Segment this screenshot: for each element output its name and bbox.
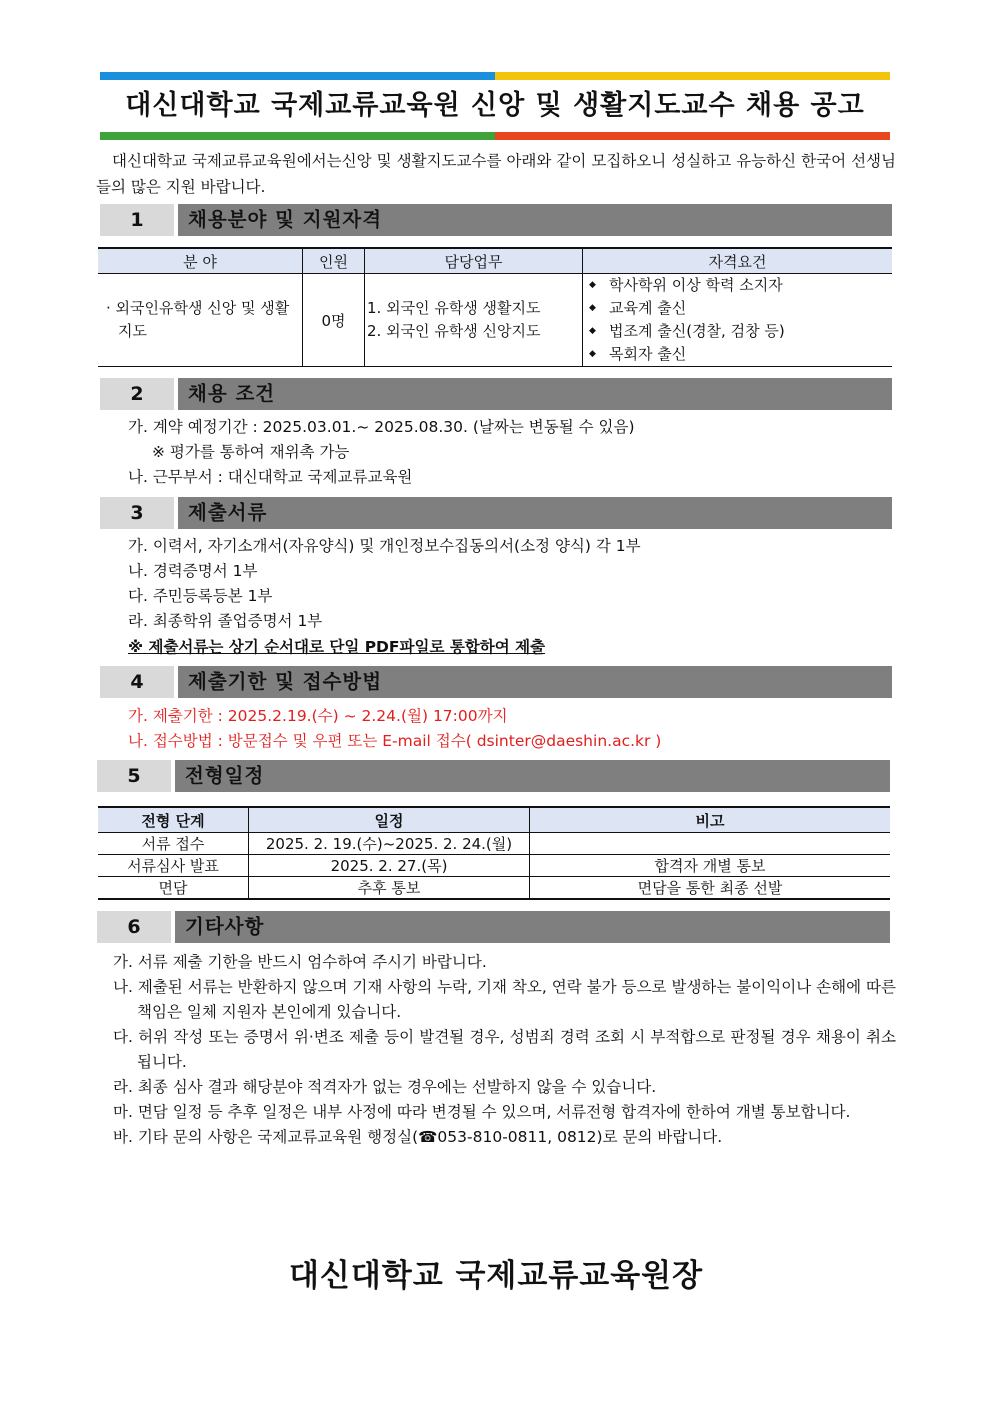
etc-item: 다. 허위 작성 또는 증명서 위·변조 제출 등이 발견될 경우, 성범죄 경력 조회 시 부적합으로 판정될 경우 채용이 취소됩니다. [113, 1028, 896, 1071]
section-label: 채용 조건 [178, 378, 892, 410]
etc-item: 나. 제출된 서류는 반환하지 않으며 기재 사항의 누락, 기재 착오, 연락 불가 등으로 발생하는 불이익이나 손해에 따른 책임은 일체 지원자 본인에게 있습니다. [113, 978, 896, 1021]
section-number: 4 [100, 666, 174, 698]
etc-list [113, 950, 896, 1150]
intro-paragraph: 대신대학교 국제교류교육원에서는신앙 및 생활지도교수를 아래와 같이 모집하오니 성실하고 유능하신 한국어 선생님들의 많은 지원 바랍니다. [96, 152, 896, 196]
table-header: 전형 단계 [98, 807, 249, 833]
duty-item: 2. 외국인 유학생 신앙지도 [367, 322, 541, 340]
qualification-item: ◆ 법조계 출신(경찰, 검창 등) [589, 320, 892, 343]
document-item: 다. 주민등록등본 1부 [128, 587, 273, 605]
page-title: 대신대학교 국제교류교육원 신앙 및 생활지도교수 채용 공고 [125, 90, 865, 121]
table-cell: 합격자 개별 통보 [530, 855, 891, 877]
table-row [98, 877, 890, 900]
title-bottom-bar [100, 132, 890, 140]
document-item: 나. 경력증명서 1부 [128, 562, 258, 580]
table-row [98, 833, 890, 855]
qualification-item: ◆ 학사학위 이상 학력 소지자 [589, 274, 892, 297]
schedule-table [98, 806, 890, 900]
section-header-1 [100, 204, 892, 236]
signature: 대신대학교 국제교류교육원장 [288, 1258, 704, 1294]
table-cell: 서류 접수 [98, 833, 249, 855]
etc-item: 마. 면담 일정 등 추후 일정은 내부 사정에 따라 변경될 수 있으며, 서류전형 합격자에 한하여 개별 통보합니다. [113, 1103, 851, 1121]
qualification-item: ◆ 목회자 출신 [589, 343, 892, 366]
section-label: 제출서류 [178, 497, 892, 529]
section-header-5 [97, 760, 890, 792]
section-header-4 [100, 666, 892, 698]
section-header-2 [100, 378, 892, 410]
section-number: 2 [100, 378, 174, 410]
count-cell: 0명 [303, 274, 365, 367]
table-header: 담당업무 [365, 248, 583, 274]
table-cell: 2025. 2. 27.(목) [249, 855, 530, 877]
field-cell: · 외국인유학생 신앙 및 생활지도 [98, 274, 303, 367]
etc-item: 가. 서류 제출 기한을 반드시 엄수하여 주시기 바랍니다. [113, 953, 487, 971]
qualifications-cell [583, 274, 893, 367]
section-header-3 [100, 497, 892, 529]
recruit-table [98, 247, 892, 367]
table-cell [530, 833, 891, 855]
section-number: 5 [97, 760, 171, 792]
condition-period: 가. 계약 예정기간 : 2025.03.01.~ 2025.08.30. (날짜는 변동될 수 있음) [128, 418, 635, 436]
section-header-6 [97, 911, 890, 943]
deadline-date: 가. 제출기한 : 2025.2.19.(수) ~ 2.24.(월) 17:00까지 [128, 707, 508, 725]
table-header: 분 야 [98, 248, 303, 274]
etc-item: 바. 기타 문의 사항은 국제교류교육원 행정실(☎053-810-0811, 0812)로 문의 바랍니다. [113, 1128, 723, 1146]
table-header: 비고 [530, 807, 891, 833]
section-label: 제출기한 및 접수방법 [178, 666, 892, 698]
qualification-item: ◆ 교육계 출신 [589, 297, 892, 320]
submission-method: 나. 접수방법 : 방문접수 및 우편 또는 E-mail 접수( dsinter@daeshin.ac.kr ) [128, 732, 662, 750]
document-item: 가. 이력서, 자기소개서(자유양식) 및 개인정보수집동의서(소정 양식) 각 1부 [128, 537, 641, 555]
duties-cell [365, 274, 583, 367]
condition-note: ※ 평가를 통하여 재위촉 가능 [152, 443, 350, 461]
documents-note: ※ 제출서류는 상기 순서대로 단일 PDF파일로 통합하여 제출 [128, 638, 546, 656]
duty-item: 1. 외국인 유학생 생활지도 [367, 299, 541, 317]
condition-department: 나. 근무부서 : 대신대학교 국제교류교육원 [128, 468, 413, 486]
table-header: 자격요건 [583, 248, 893, 274]
section-label: 전형일정 [175, 760, 890, 792]
section-label: 기타사항 [175, 911, 890, 943]
section-number: 3 [100, 497, 174, 529]
title-top-bar [100, 72, 890, 80]
table-row [98, 855, 890, 877]
table-cell: 추후 통보 [249, 877, 530, 900]
table-cell: 면담을 통한 최종 선발 [530, 877, 891, 900]
table-header: 일정 [249, 807, 530, 833]
table-header: 인원 [303, 248, 365, 274]
section-number: 6 [97, 911, 171, 943]
table-cell: 2025. 2. 19.(수)~2025. 2. 24.(월) [249, 833, 530, 855]
table-cell: 서류심사 발표 [98, 855, 249, 877]
section-number: 1 [100, 204, 174, 236]
table-cell: 면담 [98, 877, 249, 900]
etc-item: 라. 최종 심사 결과 해당분야 적격자가 없는 경우에는 선발하지 않을 수 있습니다. [113, 1078, 657, 1096]
section-label: 채용분야 및 지원자격 [178, 204, 892, 236]
document-item: 라. 최종학위 졸업증명서 1부 [128, 612, 323, 630]
